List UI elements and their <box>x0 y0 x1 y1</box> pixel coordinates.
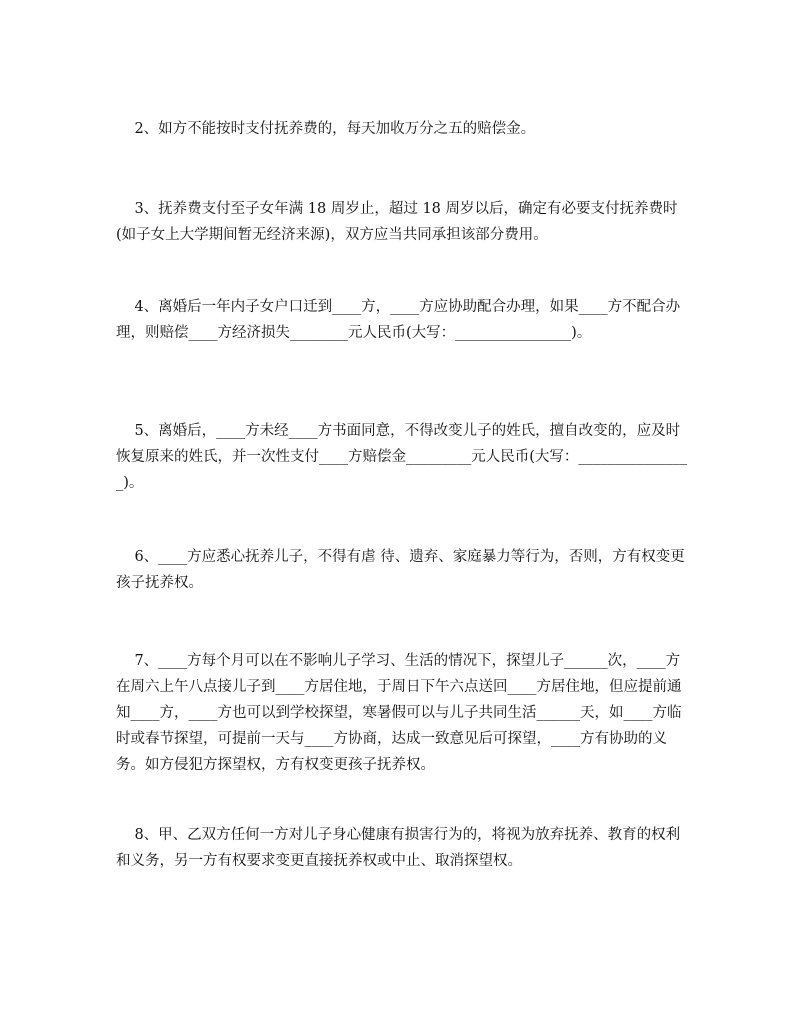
clause-5-paragraph: 5、离婚后，____方未经____方书面同意，不得改变儿子的姓氏，擅自改变的，应及时恢复原来的姓氏，并一次性支付____方赔偿金_________元人民币(大写：________________)。 <box>116 423 688 491</box>
clause-6-paragraph: 6、____方应悉心抚养儿子，不得有虐 待、遗弃、家庭暴力等行为，否则，方有权变更孩子抚养权。 <box>116 549 685 591</box>
clause-8-paragraph: 8、甲、乙双方任何一方对儿子身心健康有损害行为的，将视为放弃抚养、教育的权利和义务，另一方有权要求变更直接抚养权或中止、取消探望权。 <box>116 827 681 869</box>
clause-7-paragraph: 7、____方每个月可以在不影响儿子学习、生活的情况下，探望儿子______次，____方在周六上午八点接儿子到____方居住地，于周日下午六点送回____方居住地，但应提前通知____方，____方也可以到学校探望，寒暑假可以与儿子共同生活______天，如____方临时或春节探望，可提前一天与____方协商，达成一致意见后可探望，____方有协助的义务。如方侵犯方探望权，方有权变更孩子抚养权。 <box>116 653 682 773</box>
clause-4-paragraph: 4、离婚后一年内子女户口迁到____方，____方应协助配合办理，如果____方不配合办理，则赔偿____方经济损失________元人民币(大写：________________)。 <box>116 299 681 341</box>
clause-2-paragraph: 2、如方不能按时支付抚养费的，每天加收万分之五的赔偿金。 <box>116 121 536 137</box>
clause-3-paragraph: 3、抚养费支付至子女年满 18 周岁止，超过 18 周岁以后，确定有必要支付抚养费时(如子女上大学期间暂无经济来源)，双方应当共同承担该部分费用。 <box>116 201 678 243</box>
